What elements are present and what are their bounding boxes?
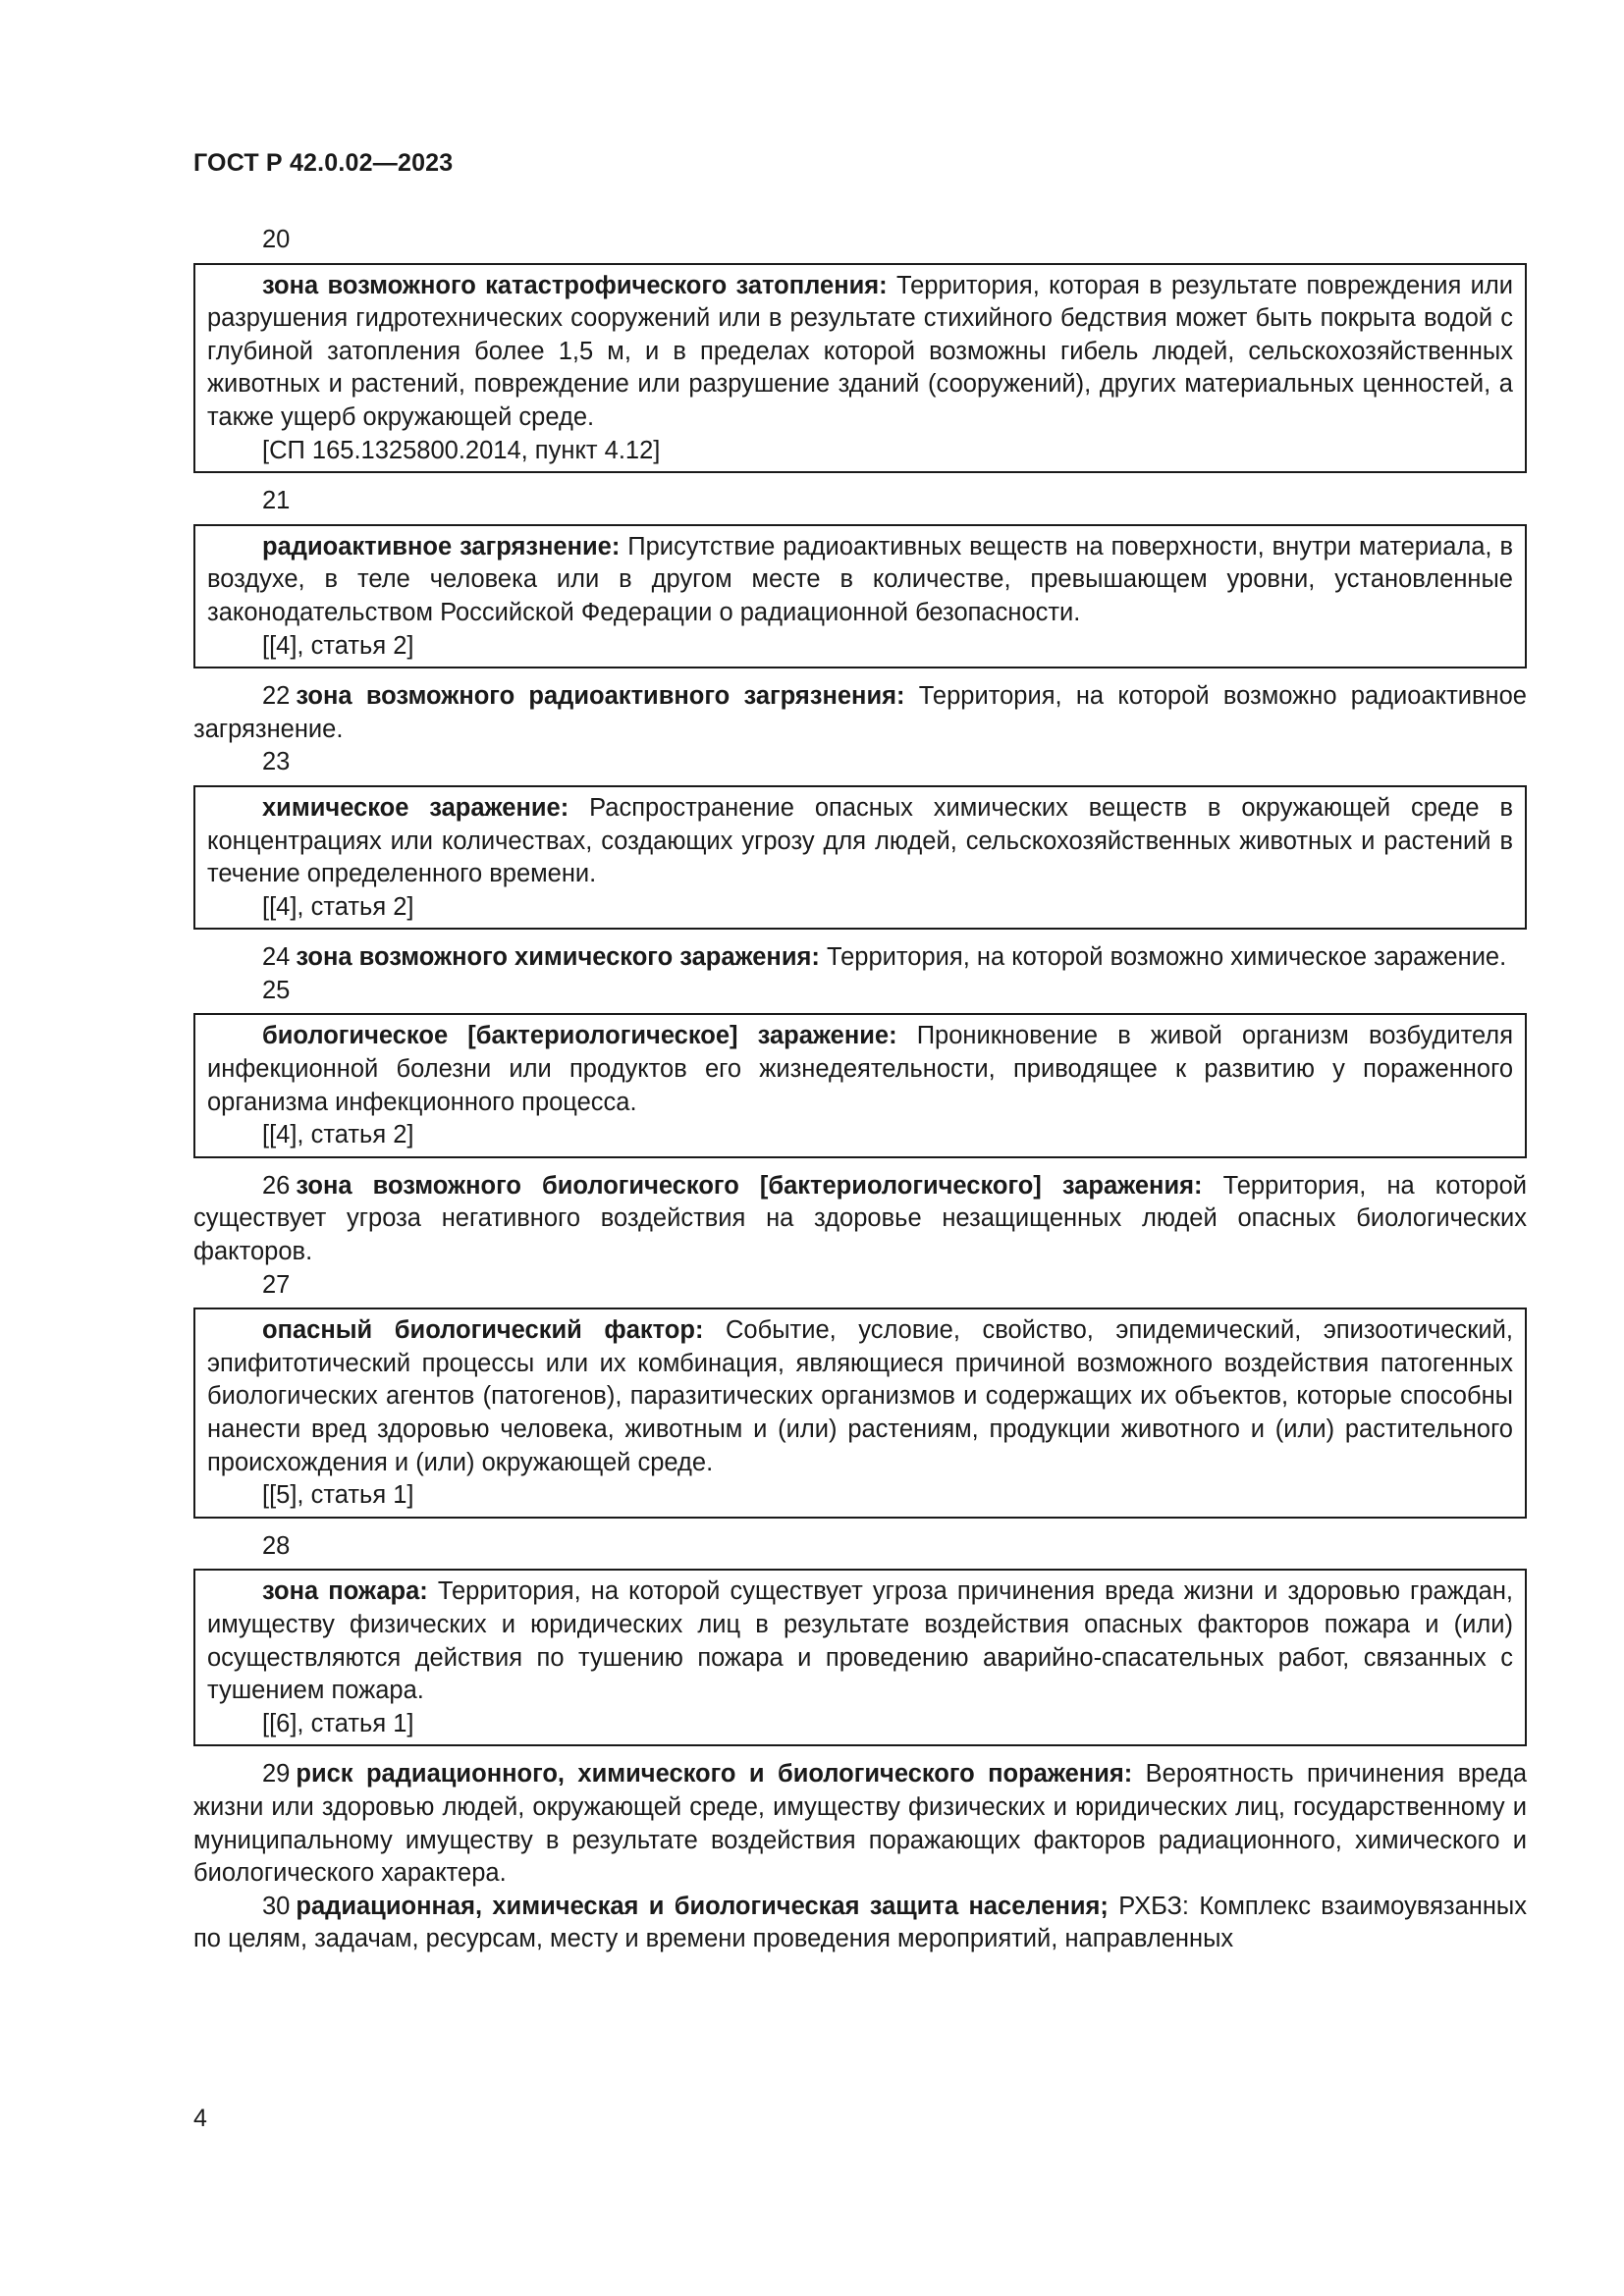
entry-number: 20 [262, 226, 291, 253]
entry-number: 23 [262, 748, 291, 776]
term-title: зона пожара: [262, 1577, 428, 1606]
entry-number: 26 [262, 1171, 291, 1200]
page-number: 4 [193, 2105, 207, 2132]
term-title: риск радиационного, химического и биологического поражения: [296, 1760, 1133, 1789]
definition-text: Территория, на которой существует угроза причинения вреда жизни и здоровью граждан, имуществу физических и юридических лиц в результате воздействия опасных факторов пожара и (или) осуществляются действия по тушению пожара и проведению аварийно-спасательных работ, связанных с тушением пожара. [207, 1577, 1513, 1705]
definition-text: Вероятность причинения вреда жизни или здоровью людей, окружающей среде, имуществу физических и юридических лиц, государственному и муниципальному имуществу в результате воздействия поражающих факторов радиационного, химического и биологического характера. [193, 1760, 1528, 1888]
term-definition [207, 1314, 1513, 1479]
entry-number: 28 [262, 1531, 291, 1560]
term-title: зона возможного радиоактивного загрязнения: [296, 682, 905, 711]
term-paragraph [193, 941, 1527, 975]
term-definition [207, 792, 1513, 891]
term-definition [207, 531, 1513, 630]
term-title: радиационная, химическая и биологическая защита населения; [296, 1892, 1109, 1920]
term-definition [207, 1575, 1513, 1707]
term-box [193, 263, 1527, 474]
definition-text: Событие, условие, свойство, эпидемический, эпизоотический, эпифитотический процессы или их комбинация, являющиеся причиной возможного воздействия патогенных биологических агентов (патогенов), паразитических организмов и содержащих их объектов, которые способны нанести вред здоровью человека, животным и (или) растениям, продукции животного и (или) растительного происхождения и (или) окружающей среде. [207, 1316, 1513, 1476]
term-source: [[5], статья 1] [262, 1481, 414, 1510]
term-box [193, 1013, 1527, 1157]
term-source: [[4], статья 2] [262, 892, 414, 921]
term-box [193, 1569, 1527, 1746]
term-source: [[4], статья 2] [262, 1121, 414, 1149]
term-paragraph [193, 1891, 1527, 1956]
term-title: зона возможного биологического [бактериологического] заражения: [296, 1171, 1203, 1200]
entry-number: 29 [262, 1760, 291, 1789]
term-title: зона возможного химического заражения: [296, 943, 820, 972]
term-title: радиоактивное загрязнение: [262, 532, 621, 561]
term-source: [[6], статья 1] [262, 1709, 414, 1737]
term-definition [207, 270, 1513, 435]
term-paragraph [193, 1758, 1527, 1890]
term-box [193, 1308, 1527, 1519]
term-paragraph [193, 680, 1527, 746]
definition-text: Территория, на которой существует угроза негативного воздействия на здоровье незащищенных людей опасных биологических факторов. [193, 1171, 1528, 1266]
term-definition [207, 1020, 1513, 1119]
term-box [193, 524, 1527, 668]
entry-number: 21 [262, 487, 291, 515]
definition-text: Проникновение в живой организм возбудителя инфекционной болезни или продуктов его жизнедеятельности, приводящее к развитию у пораженного организма инфекционного процесса. [207, 1022, 1513, 1116]
document-body [193, 224, 1527, 1956]
definition-text: Распространение опасных химических веществ в окружающей среде в концентрациях или количествах, создающих угрозу для людей, сельскохозяйственных животных и растений в течение определенного времени. [207, 793, 1513, 888]
term-title: химическое заражение: [262, 793, 569, 822]
definition-text: Территория, на которой возможно радиоактивное загрязнение. [193, 682, 1527, 743]
entry-number: 30 [262, 1892, 291, 1920]
entry-number: 25 [262, 976, 291, 1004]
term-box [193, 785, 1527, 930]
term-title: зона возможного катастрофического затопления: [262, 271, 888, 299]
entry-number: 22 [262, 682, 291, 711]
definition-text: Территория, которая в результате повреждения или разрушения гидротехнических сооружений или в результате стихийного бедствия может быть покрыта водой с глубиной затопления более 1,5 м, и в пределах которой возможны гибель людей, сельскохозяйственных животных и растений, повреждение или разрушение зданий (сооружений), других материальных ценностей, а также ущерб окружающей среде. [207, 271, 1513, 431]
definition-text: Присутствие радиоактивных веществ на поверхности, внутри материала, в воздухе, в теле человека или в другом месте в количестве, превышающем уровни, установленные законодательством Российской Федерации о радиационной безопасности. [207, 532, 1514, 626]
entry-number: 24 [262, 943, 291, 972]
term-title: опасный биологический фактор: [262, 1316, 704, 1345]
entry-number: 27 [262, 1270, 291, 1299]
definition-text: Территория, на которой возможно химическое заражение. [819, 943, 1507, 972]
term-title: биологическое [бактериологическое] заражение: [262, 1022, 897, 1050]
definition-text: РХБЗ: Комплекс взаимоувязанных по целям, задачам, ресурсам, месту и времени проведения мероприятий, направленных [193, 1892, 1527, 1953]
term-source: [[4], статья 2] [262, 631, 414, 660]
term-source: [СП 165.1325800.2014, пункт 4.12] [262, 436, 661, 464]
document-header: ГОСТ Р 42.0.02—2023 [193, 149, 454, 177]
term-paragraph [193, 1170, 1527, 1269]
